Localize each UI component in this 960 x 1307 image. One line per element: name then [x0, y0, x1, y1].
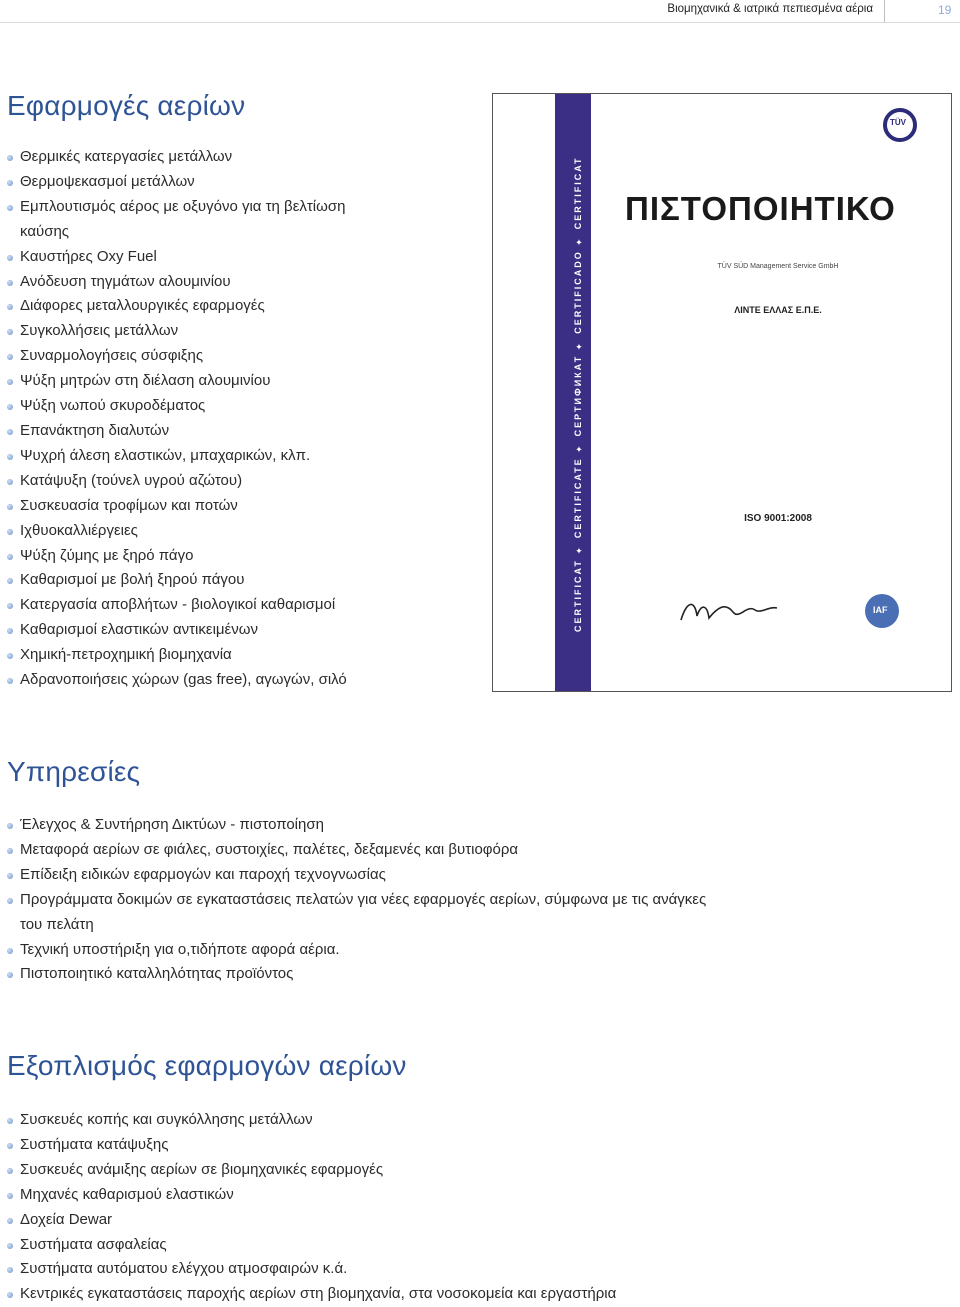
list-item: Τεχνική υποστήριξη για ο,τιδήποτε αφορά αέρια.	[6, 938, 706, 963]
list-item: Ψυχρή άλεση ελαστικών, μπαχαρικών, κλπ.	[6, 444, 347, 469]
list-item: Συστήματα κατάψυξης	[6, 1133, 616, 1158]
list-item: Ψύξη ζύμης με ξηρό πάγο	[6, 544, 347, 569]
list-item: Καυστήρες Oxy Fuel	[6, 245, 347, 270]
list-item: Ιχθυοκαλλιέργειες	[6, 519, 347, 544]
certificate-band-text: CERTIFICAT ✦ CERTIFICATE ✦ СЕРТИФИКАТ ✦ CERTIFICADO ✦ CERTIFICAT	[573, 156, 583, 632]
list-item: Συσκευές ανάμιξης αερίων σε βιομηχανικές εφαρμογές	[6, 1158, 616, 1183]
certificate-image	[492, 93, 952, 692]
list-item: καύσης	[20, 222, 70, 240]
list-item: Αδρανοποιήσεις χώρων (gas free), αγωγών, σιλό	[6, 668, 347, 693]
list-item: Ανόδευση τηγμάτων αλουμινίου	[6, 270, 347, 295]
list-item: Συναρμολογήσεις σύσφιξης	[6, 344, 347, 369]
list-item: Έλεγχος & Συντήρηση Δικτύων - πιστοποίηση	[6, 813, 706, 838]
list-item: Μεταφορά αερίων σε φιάλες, συστοιχίες, παλέτες, δεξαμενές και βυτιοφόρα	[6, 838, 706, 863]
services-list	[6, 813, 706, 987]
page-number: 19	[938, 3, 952, 17]
list-item: Συστήματα αυτόματου ελέγχου ατμοσφαιρών κ.ά.	[6, 1257, 616, 1282]
list-item: Συγκολλήσεις μετάλλων	[6, 319, 347, 344]
applications-heading: Εφαρμογές αερίων	[7, 90, 246, 121]
iaf-logo-icon: IAF	[865, 594, 899, 628]
certificate-issuer: TÜV SÜD Management Service GmbH	[717, 263, 839, 270]
applications-list	[6, 145, 347, 693]
list-item: Εμπλουτισμός αέρος με οξυγόνο για τη βελτίωση	[6, 195, 347, 220]
list-item: Θερμικές κατεργασίες μετάλλων	[6, 145, 347, 170]
list-item: Επίδειξη ειδικών εφαρμογών και παροχή τεχνογνωσίας	[6, 863, 706, 888]
list-item: Συσκευασία τροφίμων και ποτών	[6, 494, 347, 519]
list-item: Συσκευές κοπής και συγκόλλησης μετάλλων	[6, 1108, 616, 1133]
services-heading: Υπηρεσίες	[7, 756, 141, 787]
list-item: Καθαρισμοί με βολή ξηρού πάγου	[6, 568, 347, 593]
list-item: Κατεργασία αποβλήτων - βιολογικοί καθαρισμοί	[6, 593, 347, 618]
list-item: Ψύξη μητρών στη διέλαση αλουμινίου	[6, 369, 347, 394]
list-item: Επανάκτηση διαλυτών	[6, 419, 347, 444]
certificate-footer	[593, 662, 933, 672]
list-item: του πελάτη	[20, 915, 94, 933]
list-item: Μηχανές καθαρισμού ελαστικών	[6, 1183, 616, 1208]
equipment-heading: Εξοπλισμός εφαρμογών αερίων	[7, 1050, 407, 1081]
list-item: Προγράμματα δοκιμών σε εγκαταστάσεις πελατών για νέες εφαρμογές αερίων, σύμφωνα με τις ανάγκες	[6, 888, 706, 913]
list-item: Θερμοψεκασμοί μετάλλων	[6, 170, 347, 195]
equipment-list	[6, 1108, 616, 1307]
list-item: Διάφορες μεταλλουργικές εφαρμογές	[6, 294, 347, 319]
list-item: Συστήματα ασφαλείας	[6, 1233, 616, 1258]
list-item: Κεντρικές εγκαταστάσεις παροχής αερίων στη βιομηχανία, στα νοσοκομεία και εργαστήρια	[6, 1282, 616, 1307]
list-item: Καθαρισμοί ελαστικών αντικειμένων	[6, 618, 347, 643]
certificate-title: ΠΙΣΤΟΠΟΙΗΤΙΚΟ	[625, 190, 896, 227]
list-item: Κατάψυξη (τούνελ υγρού αζώτου)	[6, 469, 347, 494]
header-title: Βιομηχανικά & ιατρικά πεπιεσμένα αέρια	[667, 3, 873, 15]
list-item: Πιστοποιητικό καταλληλότητας προϊόντος	[6, 962, 706, 987]
certificate-company: ΛΙΝΤΕ ΕΛΛΑΣ Ε.Π.Ε.	[734, 305, 822, 315]
page-header	[0, 0, 960, 23]
header-separator	[884, 0, 885, 22]
list-item: Χημική-πετροχημική βιομηχανία	[6, 643, 347, 668]
list-item: Δοχεία Dewar	[6, 1208, 616, 1233]
certificate-standard: ISO 9001:2008	[744, 513, 812, 524]
tuv-logo-icon: TÜV	[883, 108, 917, 142]
list-item: Ψύξη νωπού σκυροδέματος	[6, 394, 347, 419]
signature-icon	[673, 594, 783, 628]
